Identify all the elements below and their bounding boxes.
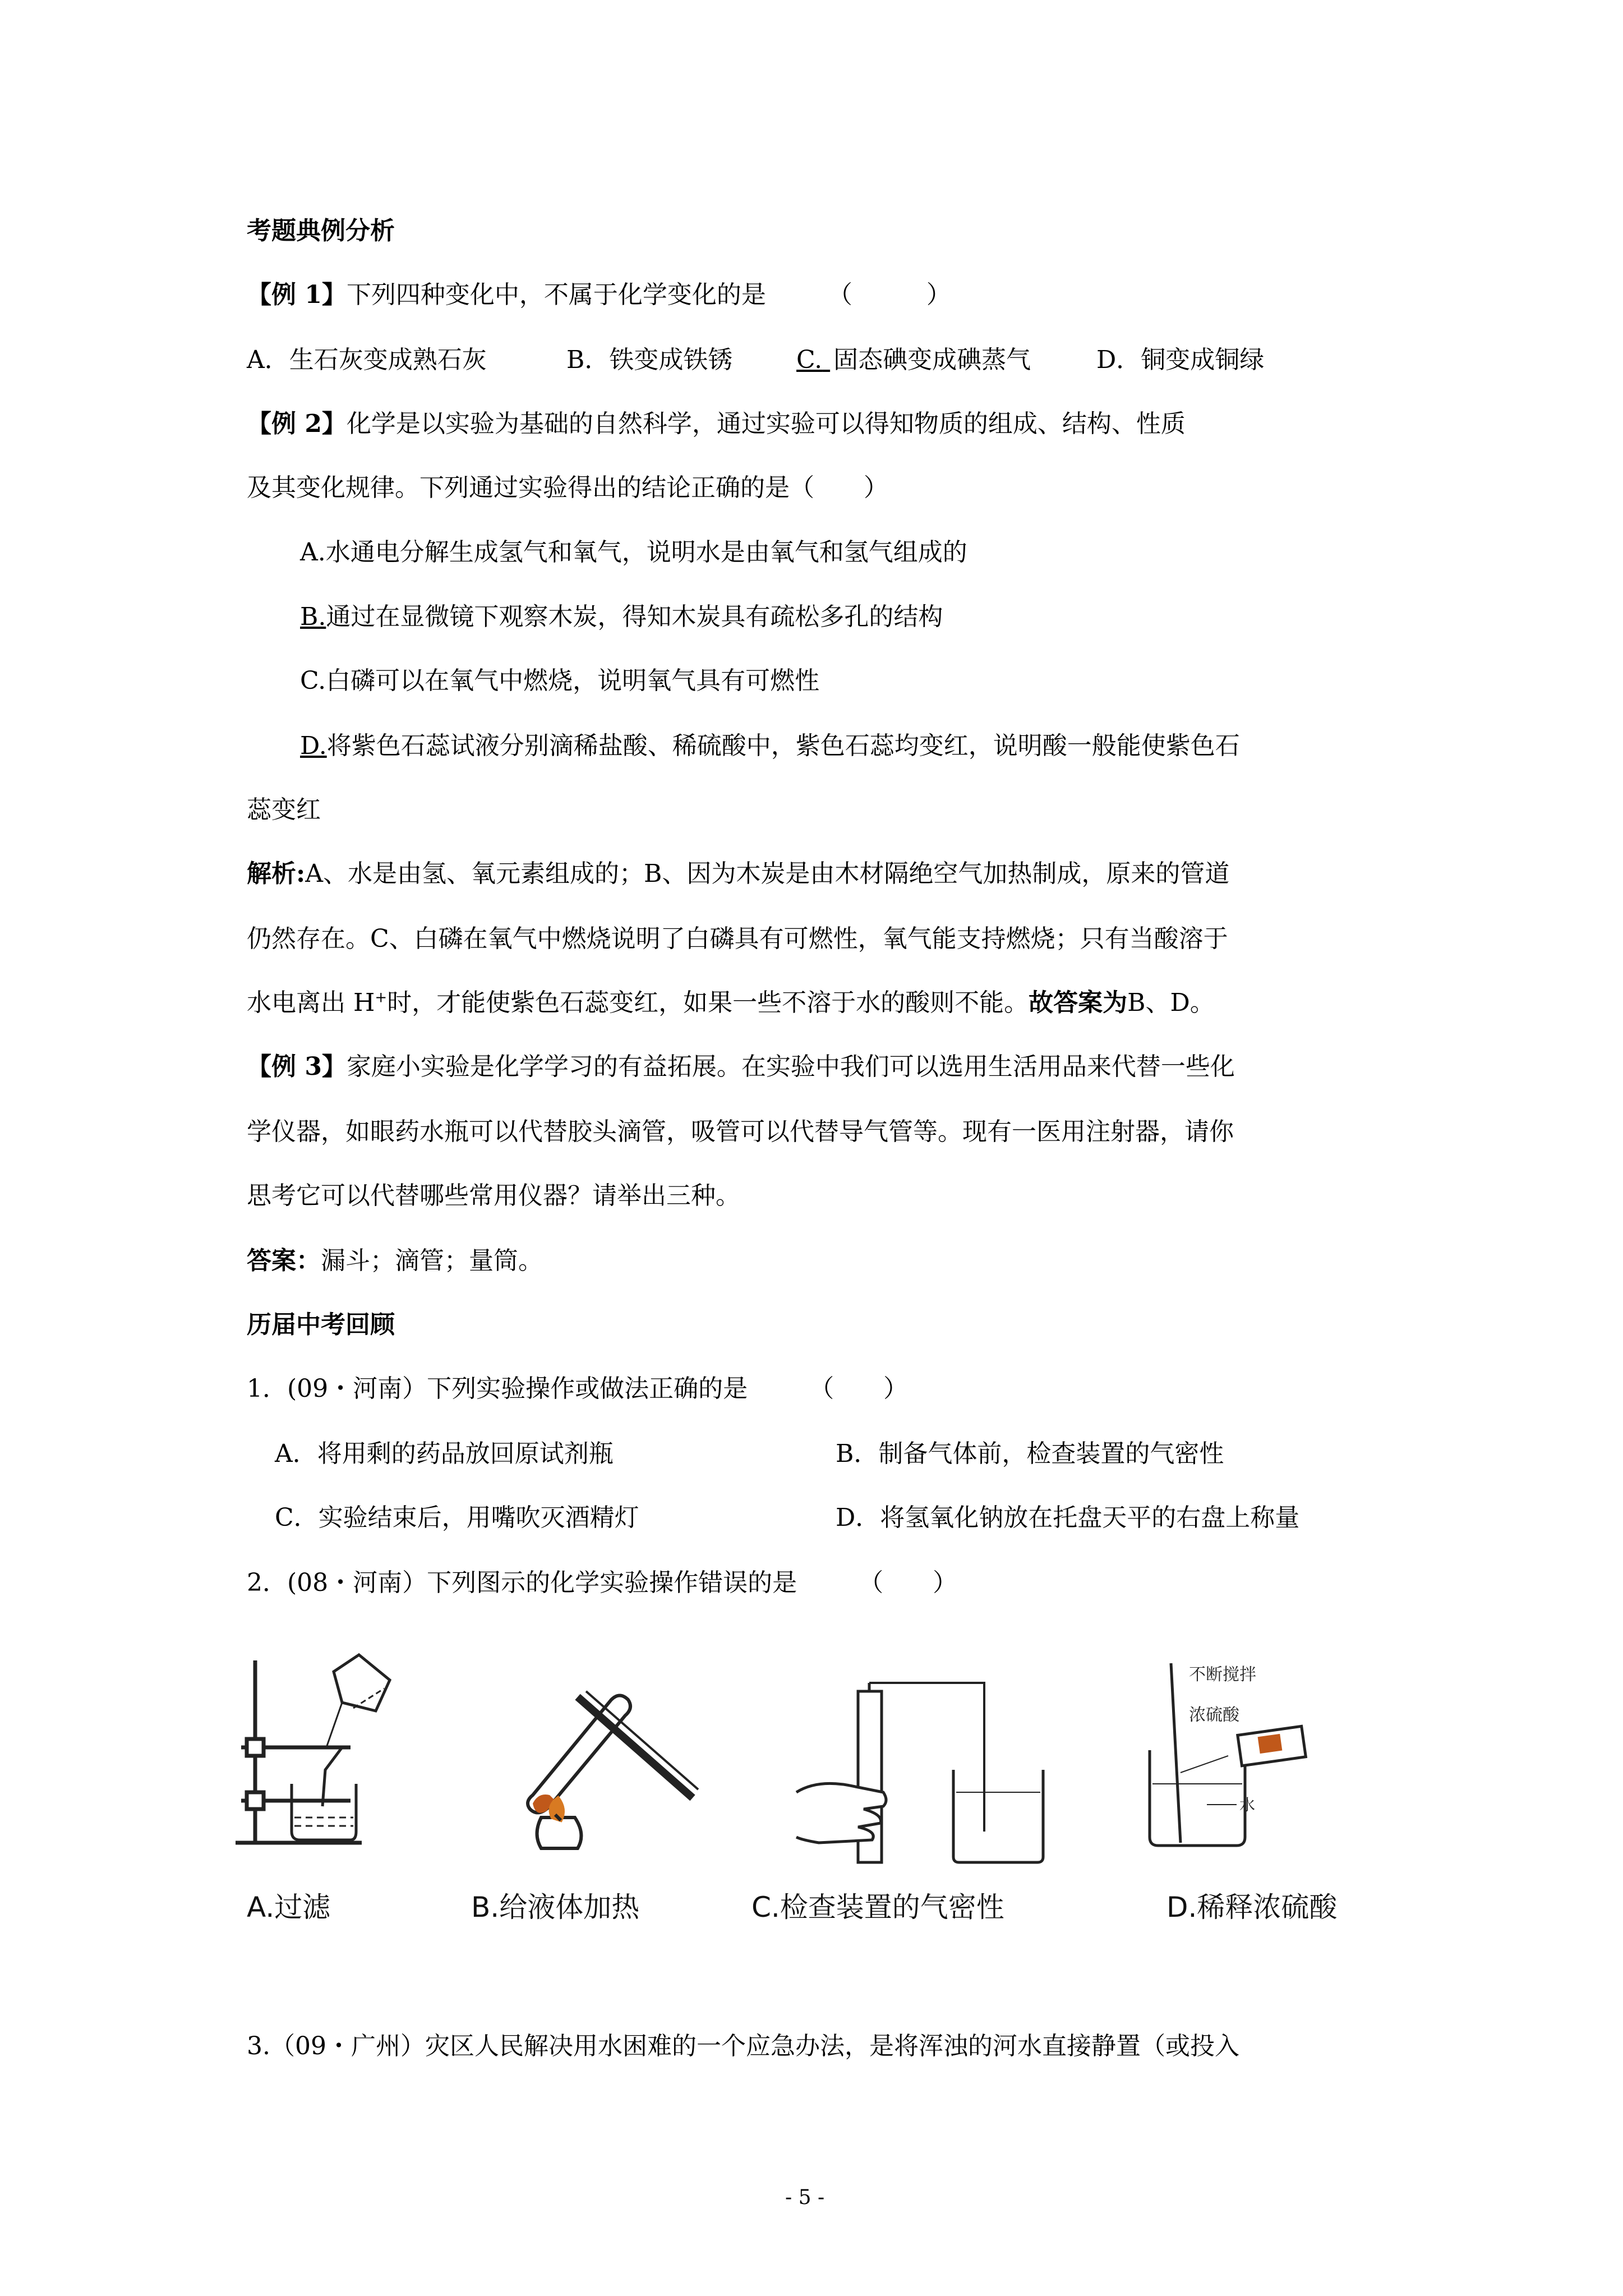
question-1-option-a: A．将用剩的药品放回原试剂瓶: [275, 1439, 614, 1468]
example-2-analysis-line3: [247, 986, 1215, 1020]
answer-label: 故答案为: [1029, 988, 1128, 1017]
example-3-line3: 思考它可以代替哪些常用仪器？请举出三种。: [247, 1181, 740, 1210]
example-1-stem: 下列四种变化中，不属于化学变化的是 （ ）: [346, 280, 951, 309]
figure-c-caption: C.检查装置的气密性: [751, 1891, 1004, 1924]
question-3-stem: 3.（09・广州）灾区人民解决用水困难的一个应急办法，是将浑浊的河水直接静置（或投入: [247, 2032, 1239, 2060]
example-3-answer-label: 答案：: [247, 1246, 321, 1275]
example-1-option-a: A．生石灰变成熟石灰: [247, 346, 487, 374]
example-3-tag: 【例 3】: [247, 1052, 347, 1081]
example-2-stem: 化学是以实验为基础的自然科学，通过实验可以得知物质的组成、结构、性质: [346, 409, 1186, 438]
figure-d-caption: D.稀释浓硫酸: [1166, 1891, 1338, 1924]
example-2-option-d-continued: 蕊变红: [247, 795, 321, 824]
label-acid: 浓硫酸: [1189, 1705, 1239, 1725]
analysis-line3-end: 时，才能使紫色石蕊变红，如果一些不溶于水的酸则不能。: [387, 988, 1029, 1017]
example-1-option-c-text: 固态碘变成碘蒸气: [833, 346, 1031, 374]
example-2-analysis-line1: [247, 857, 1229, 891]
question-1-option-d: D．将氢氧化钠放在托盘天平的右盘上称量: [836, 1503, 1300, 1532]
analysis-label: 解析:: [247, 859, 306, 888]
example-2-option-d-text: 将紫色石蕊试液分别滴稀盐酸、稀硫酸中，紫色石蕊均变红，说明酸一般能使紫色石: [326, 731, 1240, 760]
diluting-acid-figure: [1144, 1658, 1335, 1860]
analysis-line3-start: 水电离出 H: [247, 988, 375, 1017]
question-1-option-b: B．制备气体前，检查装置的气密性: [836, 1439, 1224, 1468]
label-stir: 不断搅拌: [1189, 1665, 1256, 1685]
example-2-question-line2: 及其变化规律。下列通过实验得出的结论正确的是（ ）: [247, 473, 888, 502]
question-2-stem: 2．(08・河南）下列图示的化学实验操作错误的是 （ ）: [247, 1568, 958, 1597]
example-2-option-d-label: D.: [300, 731, 327, 760]
answer-value: B、D。: [1127, 988, 1215, 1017]
example-2-option-c: C.白磷可以在氧气中燃烧，说明氧气具有可燃性: [300, 666, 820, 695]
heating-liquid-figure: [494, 1677, 707, 1868]
figure-b-caption: B.给液体加热: [471, 1891, 640, 1924]
example-2-option-a: A.水通电分解生成氢气和氧气，说明水是由氧气和氢气组成的: [300, 538, 967, 567]
example-1-tag: 【例 1】: [247, 280, 347, 309]
example-2-option-b: [300, 600, 943, 634]
question-1-option-c: C．实验结束后，用嘴吹灭酒精灯: [275, 1503, 639, 1532]
example-3-stem: 家庭小实验是化学学习的有益拓展。在实验中我们可以选用生活用品来代替一些化: [346, 1052, 1235, 1081]
question-1-stem: 1．(09・河南）下列实验操作或做法正确的是 （ ）: [247, 1374, 909, 1403]
example-1-option-c-label: C.: [796, 346, 823, 374]
page-number: - 5 -: [785, 2186, 825, 2209]
example-2-option-d: [300, 729, 1240, 763]
example-2-option-b-text: 通过在显微镜下观察木炭，得知木炭具有疏松多孔的结构: [326, 602, 943, 631]
example-3-line2: 学仪器，如眼药水瓶可以代替胶头滴管，吸管可以代替导气管等。现有一医用注射器，请你: [247, 1117, 1234, 1146]
example-1-option-d: D．铜变成铜绿: [1096, 346, 1265, 374]
example-1-option-b: B．铁变成铁锈: [566, 346, 733, 374]
section-title-examples: 考题典例分析: [247, 217, 395, 245]
example-2-tag: 【例 2】: [247, 409, 347, 438]
h-plus-superscript: +: [375, 989, 388, 1006]
example-2-option-b-label: B.: [300, 602, 326, 631]
filtration-figure: [230, 1649, 421, 1874]
example-1-question: [247, 278, 951, 312]
example-1-option-c: [796, 343, 1031, 377]
label-water: 水: [1239, 1796, 1256, 1814]
analysis-text: A、水是由氢、氧元素组成的；B、因为木炭是由木材隔绝空气加热制成，原来的管道: [305, 859, 1230, 888]
section-title-review: 历届中考回顾: [247, 1310, 395, 1339]
example-2-question-line1: [247, 407, 1186, 441]
example-3-answer-text: 漏斗；滴管；量筒。: [321, 1246, 543, 1275]
example-3-answer: [247, 1244, 543, 1278]
example-2-analysis-line2: 仍然存在。C、白磷在氧气中燃烧说明了白磷具有可燃性，氧气能支持燃烧；只有当酸溶于: [247, 924, 1228, 953]
airtightness-check-figure: [785, 1680, 1049, 1865]
figure-a-caption: A.过滤: [247, 1891, 331, 1924]
example-3-line1: [247, 1050, 1235, 1084]
